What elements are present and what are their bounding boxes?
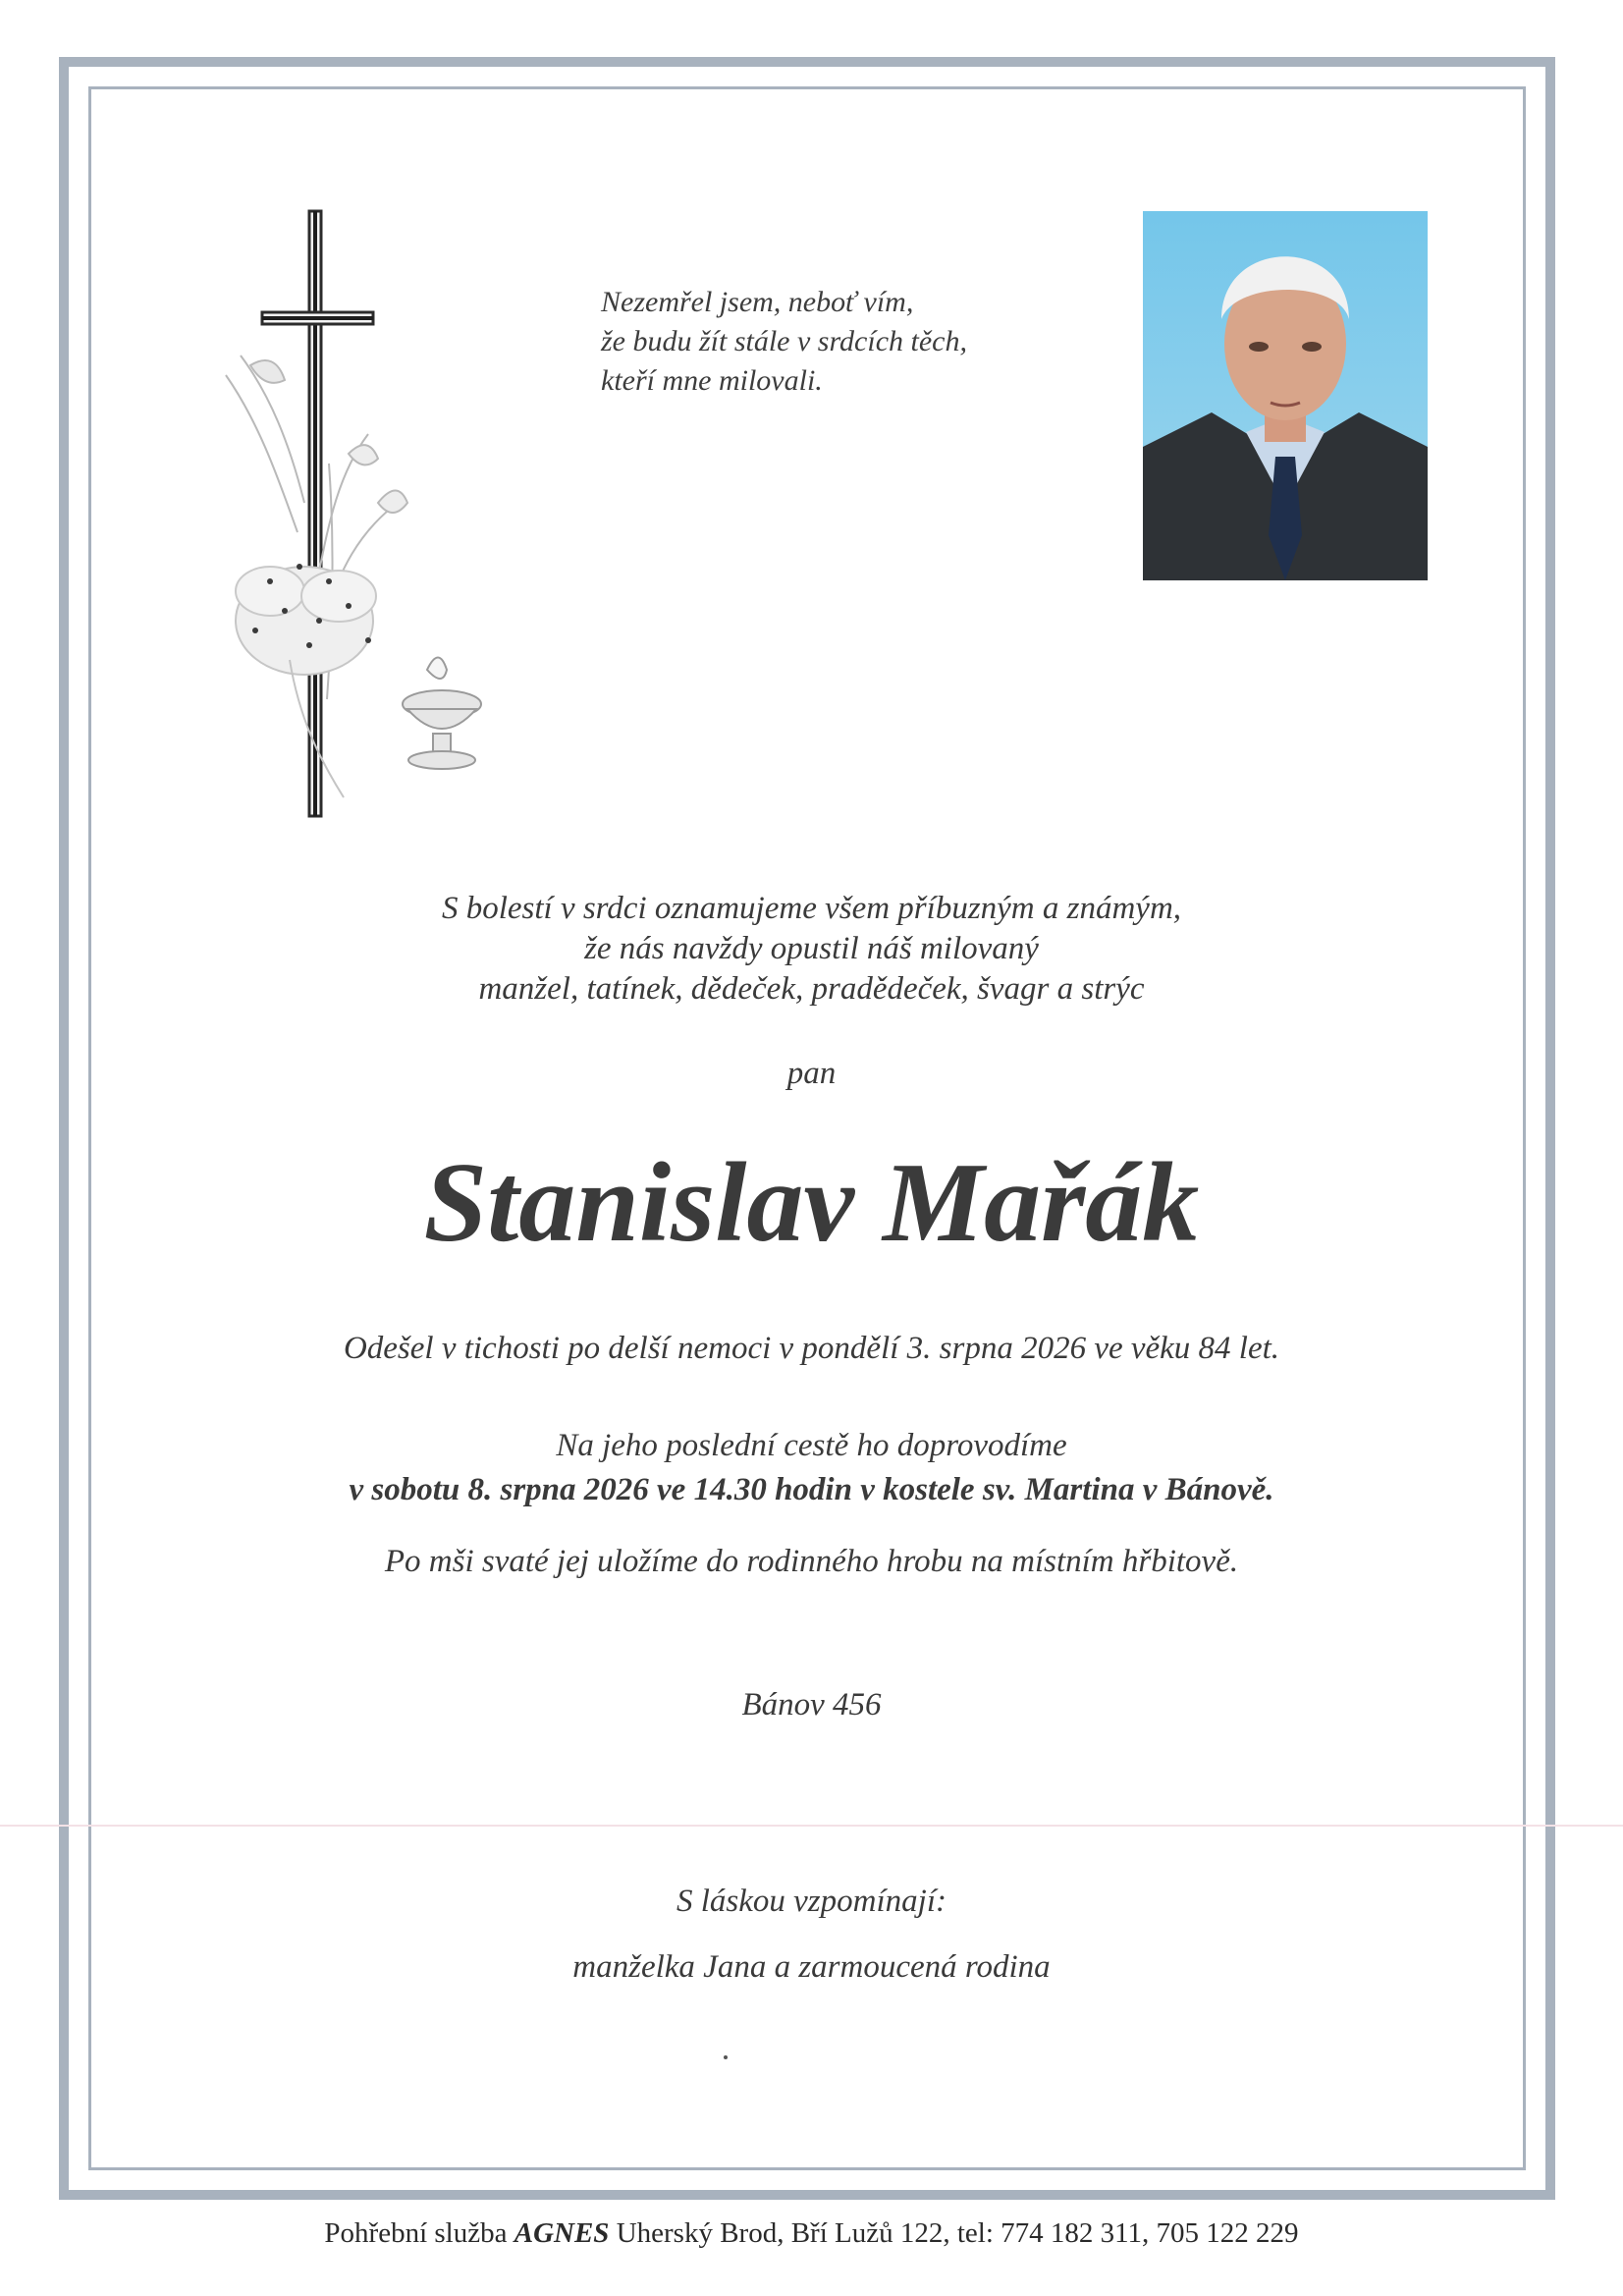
announcement-line-1: S bolestí v srdci oznamujeme všem příbuzným a známým, [441,891,1182,926]
funeral-date-place: v sobotu 8. srpna 2026 ve 14.30 hodin v kostele sv. Martina v Bánově. [349,1472,1274,1507]
announcement-text [0,889,1623,1010]
cross-ornament [211,208,506,822]
motto-line-2: že budu žít stále v srdcích těch, [601,325,967,357]
remembrance-names: manželka Jana a zarmoucená rodina [572,1949,1051,1985]
remembrance-heading: S láskou vzpomínají: [676,1884,947,1919]
portrait-photo [1143,211,1428,580]
motto-line-3: kteří mne milovali. [601,364,823,397]
departure-notice: Odešel v tichosti po delší nemoci v pondělí 3. srpna 2026 ve věku 84 let. [343,1331,1280,1366]
announcement-line-3: manžel, tatínek, dědeček, pradědeček, švagr a strýc [478,971,1145,1007]
funeral-details [0,1424,1623,1512]
motto-line-1: Nezemřel jsem, neboť vím, [601,286,914,318]
footer-company: AGNES [514,2217,610,2249]
funeral-service-footer [0,2217,1623,2250]
burial-notice: Po mši svaté jej uložíme do rodinného hrobu na místním hřbitově. [384,1544,1239,1579]
cross-icon [262,211,373,816]
stray-dot [724,2055,728,2059]
footer-prefix: Pohřební služba [324,2217,508,2249]
family-address: Bánov 456 [741,1687,882,1722]
oil-lamp-icon [403,658,481,770]
memorial-motto [601,283,1111,401]
honorific: pan [786,1056,837,1091]
deceased-name: Stanislav Mařák [423,1140,1200,1266]
announcement-line-2: že nás navždy opustil náš milovaný [584,931,1039,966]
faint-divider-line [0,1825,1623,1827]
footer-contact: Uherský Brod, Bří Lužů 122, tel: 774 182 311, 705 122 229 [616,2217,1299,2249]
funeral-intro: Na jeho poslední cestě ho doprovodíme [556,1428,1067,1463]
